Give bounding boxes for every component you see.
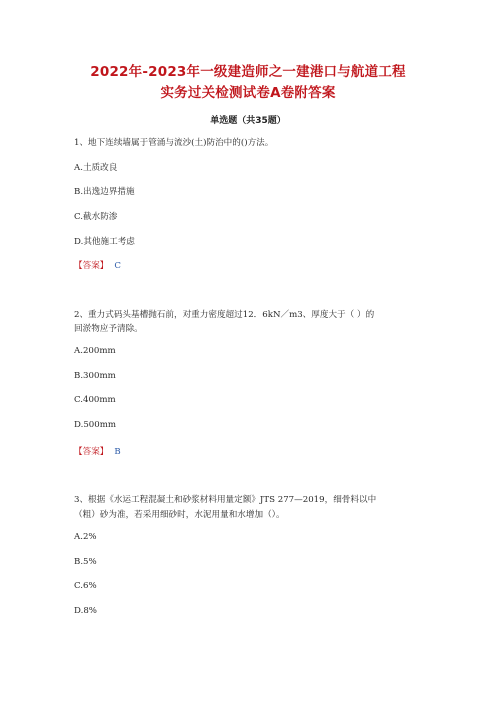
- question-2-option-b: B.300mm: [74, 371, 116, 381]
- answer-tag: 【答案】: [74, 447, 109, 457]
- question-1-option-c: C.截水防渗: [74, 212, 118, 222]
- question-3-option-a: A.2%: [74, 532, 97, 542]
- question-2-answer: [74, 445, 121, 457]
- section-heading: 单选题（共35题）: [210, 116, 286, 126]
- answer-value: C: [114, 261, 121, 271]
- question-1-option-a: A.土质改良: [74, 163, 118, 173]
- question-2-option-c: C.400mm: [74, 395, 116, 405]
- question-2-stem-line2: 回淤物应予清除。: [74, 324, 143, 334]
- answer-tag: 【答案】: [74, 261, 109, 271]
- question-2-option-a: A.200mm: [74, 346, 116, 356]
- document-title-line2: 实务过关检测试卷A卷附答案: [160, 85, 336, 101]
- question-2-option-d: D.500mm: [74, 420, 117, 430]
- question-3-option-d: D.8%: [74, 606, 97, 616]
- question-1-answer: [74, 259, 121, 271]
- question-1-option-d: D.其他施工考虑: [74, 237, 135, 247]
- question-3-option-c: C.6%: [74, 581, 97, 591]
- question-3-stem-line2: （粗）砂为准，若采用细砂时，水泥用量和水增加（）。: [74, 510, 285, 520]
- question-1-stem: 1、地下连续墙属于管涌与流沙(土)防治中的()方法。: [74, 138, 274, 148]
- question-2-stem-line1: 2、重力式码头基槽抛石前，对重力密度超过12．6kN／m3、厚度大于（ ）的: [74, 310, 375, 320]
- document-title-line1: 2022年-2023年一级建造师之一建港口与航道工程: [90, 64, 406, 80]
- question-3-option-b: B.5%: [74, 557, 97, 567]
- question-1-option-b: B.出逸边界措施: [74, 187, 135, 197]
- question-3-stem-line1: 3、根据《水运工程混凝土和砂浆材料用量定额》JTS 277—2019，细骨料以中: [74, 495, 377, 505]
- answer-value: B: [114, 447, 121, 457]
